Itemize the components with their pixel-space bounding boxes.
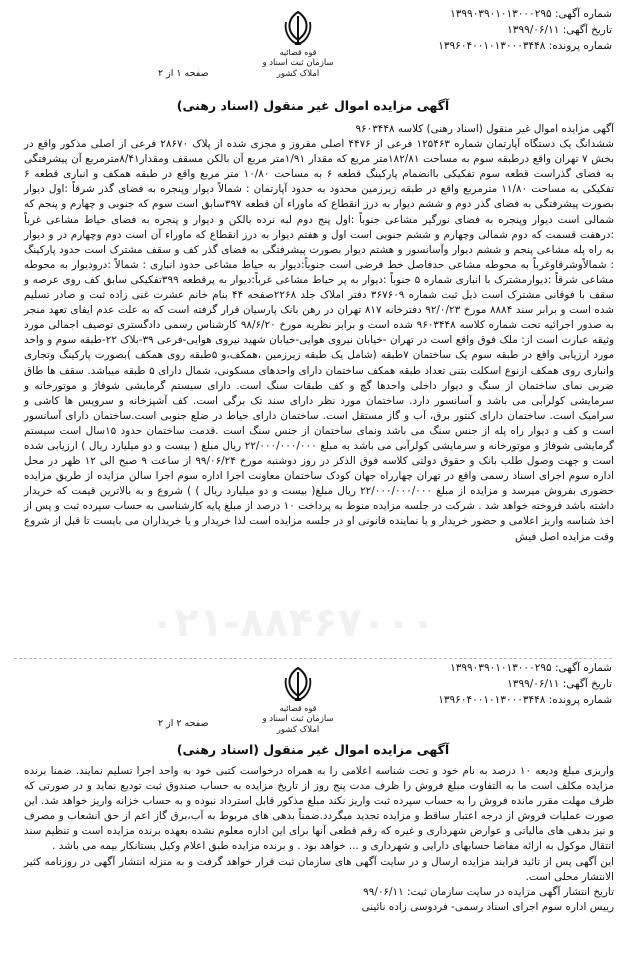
- judiciary-emblem: [260, 664, 336, 736]
- notice-number: شماره آگهی: ۱۳۹۹۰۳۹۰۱۰۱۳۰۰۰۲۹۵: [450, 8, 612, 20]
- emblem-caption-judiciary: قوه قضائیه: [279, 48, 317, 57]
- notice-1-paragraph: ششدانگ یک دستگاه آپارتمان شماره ۱۲۵۴۶۳ فرعی از ۴۴۷۶ اصلی مفروز و مجزی شده از پلاک ۲۸۶۷۰ فرعی از اصلی مذکور واقع در بخش ۷ تهران واقع درطبقه سوم به مساحت ۱۸۲/۸۱متر مربع که مقدار ۱/۹۱متر مربع آن بالکن مسقف ومقدار۸/۴۱مترمربع آن پیشرفتگی به فضای گذراست قطعه سوم تفکیکی باانضمام پارکینگ قطعه ۶ به مساحت ۱۰/۸۰ متر مربع واقع در طبقه همکف و انباری قطعه ۶ تفکیکی به مساحت ۱۱/۸۰ مترمربع واقع در طبقه زیرزمین محدود به حدود آپارتمان : شمالاً دیوار وپنجره به فضای گذر شرقاً :اول دیوار بصورت پیشرفتگی به فضای گذر دوم و ششم دیوار به درز انقطاع که ماوراء آن قطعه ۳۹۷سابق است سوم که جنوبی و چهارم و پنجم که شمالی است دیوار وپنجره به فضای نورگیر مشاعی جنوباً :اول پنج دوم لبه نرده بالکن و دیوار و پنجره به فضای حیاط مشاعی غرباً :درهفت قسمت که دوم شمالی وچهارم و ششم جنوبی است اول و هفتم دیوار به درز انقطاع که ماوراء آن است دوم وچهارم در و دیوار به راه پله مشاعی پنجم و ششم دیوار وآسانسور و هشتم دیوار بصورت پیشرفتگی به فضای گذر کف و سقف مشترک است حدود پارکینگ : شمالاًوشرقاوغرباً به محوطه مشاعی حدفاصل خط فرضی است جنوباً:دیوار به حیاط مشاعی حدود انباری : شمالاً :درودیوار به محوطه مشاعی شرقاً :دیوارمشترک با انباری شماره ۵ جنوباً :دیوار به پر حیاط مشاعی غرباً:دیوار به پرقطعه ۳۹۹تفکیکی سابق کف روی عرصه و سقف با فوقانی مشترک است ذیل ثبت شماره ۳۶۷۶۰۹ دفتر املاک جلد ۲۲۶۸صفحه ۴۴ بنام خانم عشرت غنی زاده ثبت و صادر تسلیم شده است و برابر سند ۸۸۸۴ مورخ ۹۲/۰/۲۳ دفترخانه ۸۱۷ تهران در رهن بانک پارسیان قرار گرفته است که به علت عدم ایفای تعهد منجر به صدور اجرائیه تحت شماره کلاسه ۹۶۰۳۴۴۸ شده است و برابر نظریه مورخ ۹۸/۶/۲۰ کارشناس رسمی دادگستری توصیف اجمالی مورد وثیقه عبارت است از: ملک فوق واقع است در تهران -خیابان نیروی هوایی-خیابان شهید نیروی هوایی-فرعی ۳۹-بلاک ۲۲-طبقه سوم و واحد مورد ارزیابی واقع در طبقه سوم یک ساختمان ۷طبقه (شامل یک طبقه زیرزمین ،همکف،و ۵طبقه روی همکف )بصورت پارکینگ وتجاری وانباری روی همکف ازنوع اسکلت بتنی تعداد طبقه همکف ساختمان دارای واحدهای مسکونی، شمال دارای ۵ طبقه میباشد. سقف ها طاق ضربی نمای ساختمان از سنگ و دیوار داخلی واحدها گچ و کف طبقات سنگ است. دارای سیستم گرمایشی شوفاژ و موتورخانه و سرمایشی کولرآبی می باشد و آسانسور دارد. ساختمان مورد نظر دارای سند تک برگی است. کف آشپزخانه و سرویس ها کاشی و سرامیک است. ساختمان دارای کنتور برق، آب و گاز مستقل است. ساختمان دارای حیاط در ضلع جنوبی است.ساختمان دارای آسانسور است و کف و دیوار راه پله از جنس سنگ می باشد ونمای ساختمان از جنس سنگ است .قدمت ساختمان حدود ۱۵سال است سیستم گرمایشی شوفاژ و موتورخانه و سرمایشی کولرآبی می باشد به مبلغ ۲۲/۰۰۰/۰۰۰/۰۰۰ ریال مبلغ ( بیست و دو میلیارد ریال ) ارزیابی شده است و جهت وصول طلب بانک و حقوق دولتی کلاسه فوق الذکر در روز دوشنبه مورخ ۹۹/۰۶/۲۴ از ساعت ۹ صبح الی ۱۲ ظهر در محل اداره سوم اجرای اسناد رسمی واقع در تهران چهارراه جهان کودک ساختمان معاونت اجرا اداره سوم اجرا سالن مزایده از طریق مزایده حضوری بفروش میرسد و مزایده از مبلغ ۲۲/۰۰۰/۰۰۰/۰۰۰ ریال مبلغ( بیست و دو میلیارد ریال ) ) شروع و به بالاترین قیمت که خریدار داشته باشد فروخته خواهد شد . شرکت در جلسه مزایده منوط به پرداخت ۱۰ درصد از مبلغ پایه کارشناسی به حساب سپرده ثبت و پس از اخذ شناسه واریز اعلامی و حضور خریدار و یا نماینده قانونی او در جلسه مزایده است لذا خریدار و یا خریداران می بایست تا قبل از شروع وقت مزایده اصل فیش: [24, 138, 615, 543]
- notice-2-paragraph: واریزی مبلغ ودیعه ۱۰ درصد به نام خود و تحت شناسه اعلامی را به همراه درخواست کتبی خود به واحد اجرا تسلیم نمایند. ضمنا برنده مزایده مکلف است ما به التفاوت مبلغ فروش را ظرف مدت پنج روز از تاریخ مزایده به حساب صندوق ثبت تودیع نماید و در صورتی که ظرف مهلت مقرر مانده فروش را به حساب سپرده ثبت واریز نکند مبلغ مذکور قابل استرداد نبوده و به حساب خزانه واریز خواهد شد. این صورت عملیات فروش از درجه اعتبار ساقط و مزایده تجدید میگردد.ضمناً بدهی های مربوط به آب،برق گاز اعم از حق انشعاب و مصرف و نیز بدهی های مالیاتی و عوارض شهرداری و غیره که رقم قطعی آنها برای این اداره معلوم نشده بعهده برنده مزایده است و تنظیم سند انتقال موکول به ارائه مفاصا حسابهای دارایی و شهرداری و ... خواهد بود . و برنده مزایده طبق اعلام وکیل بستانکار بیمه می باشد .: [24, 765, 614, 853]
- notice-2-meta: [438, 660, 612, 708]
- notice-1-paragraph: آگهی مزایده اموال غیر منقول (اسناد رهنی) کلاسه ۹۶۰۳۴۴۸: [355, 123, 614, 135]
- case-number: شماره پرونده: ۱۳۹۶۰۴۰۰۱۰۱۳۰۰۰۳۴۴۸: [438, 40, 612, 52]
- section-divider: [14, 658, 612, 659]
- judiciary-emblem: [260, 8, 336, 80]
- emblem-caption-registry: سازمان ثبت اسناد و املاک کشور: [262, 714, 334, 735]
- notice-date: تاریخ آگهی: ۱۳۹۹/۰۶/۱۱: [507, 678, 612, 690]
- notice-number: شماره آگهی: ۱۳۹۹۰۳۹۰۱۰۱۳۰۰۰۲۹۵: [450, 662, 612, 674]
- emblem-icon: [278, 664, 318, 704]
- notice-2-paragraph: این آگهی پس از تائید فرایند مزایده ارسال و در سایت آگهی های سازمان ثبت قرار خواهد گرفت و به منزله انتشار آگهی در روزنامه کثیر الانتشار محلی است.: [24, 855, 614, 883]
- notice-1-body: [24, 122, 614, 545]
- notice-1-meta: [438, 6, 612, 54]
- notice-2-body: [24, 764, 614, 915]
- emblem-caption-judiciary: قوه قضائیه: [279, 704, 317, 713]
- notice-1-title: آگهی مزایده اموال غیر منقول (اسناد رهنی): [176, 98, 450, 113]
- notice-date: تاریخ آگهی: ۱۳۹۹/۰۶/۱۱: [507, 24, 612, 36]
- watermark: ۰۲۱-۸۸۴۶۷۰۰۰: [150, 600, 436, 646]
- emblem-caption-registry: سازمان ثبت اسناد و املاک کشور: [262, 58, 334, 79]
- notice-2-paragraph: تاریخ انتشار آگهی مزایده در سایت سازمان ثبت: ۹۹/۰۶/۱۱: [363, 885, 614, 898]
- case-number: شماره پرونده: ۱۳۹۶۰۴۰۰۱۰۱۳۰۰۰۳۴۴۸: [438, 694, 612, 706]
- page-number: صفحه ۲ از ۲: [158, 718, 209, 729]
- emblem-icon: [278, 8, 318, 48]
- notice-2-title: آگهی مزایده اموال غیر منقول (اسناد رهنی): [176, 742, 450, 757]
- page-number: صفحه ۱ از ۲: [158, 68, 209, 79]
- notice-2-paragraph: رییس اداره سوم اجرای اسناد رسمی- فردوسی زاده نائینی: [361, 900, 614, 913]
